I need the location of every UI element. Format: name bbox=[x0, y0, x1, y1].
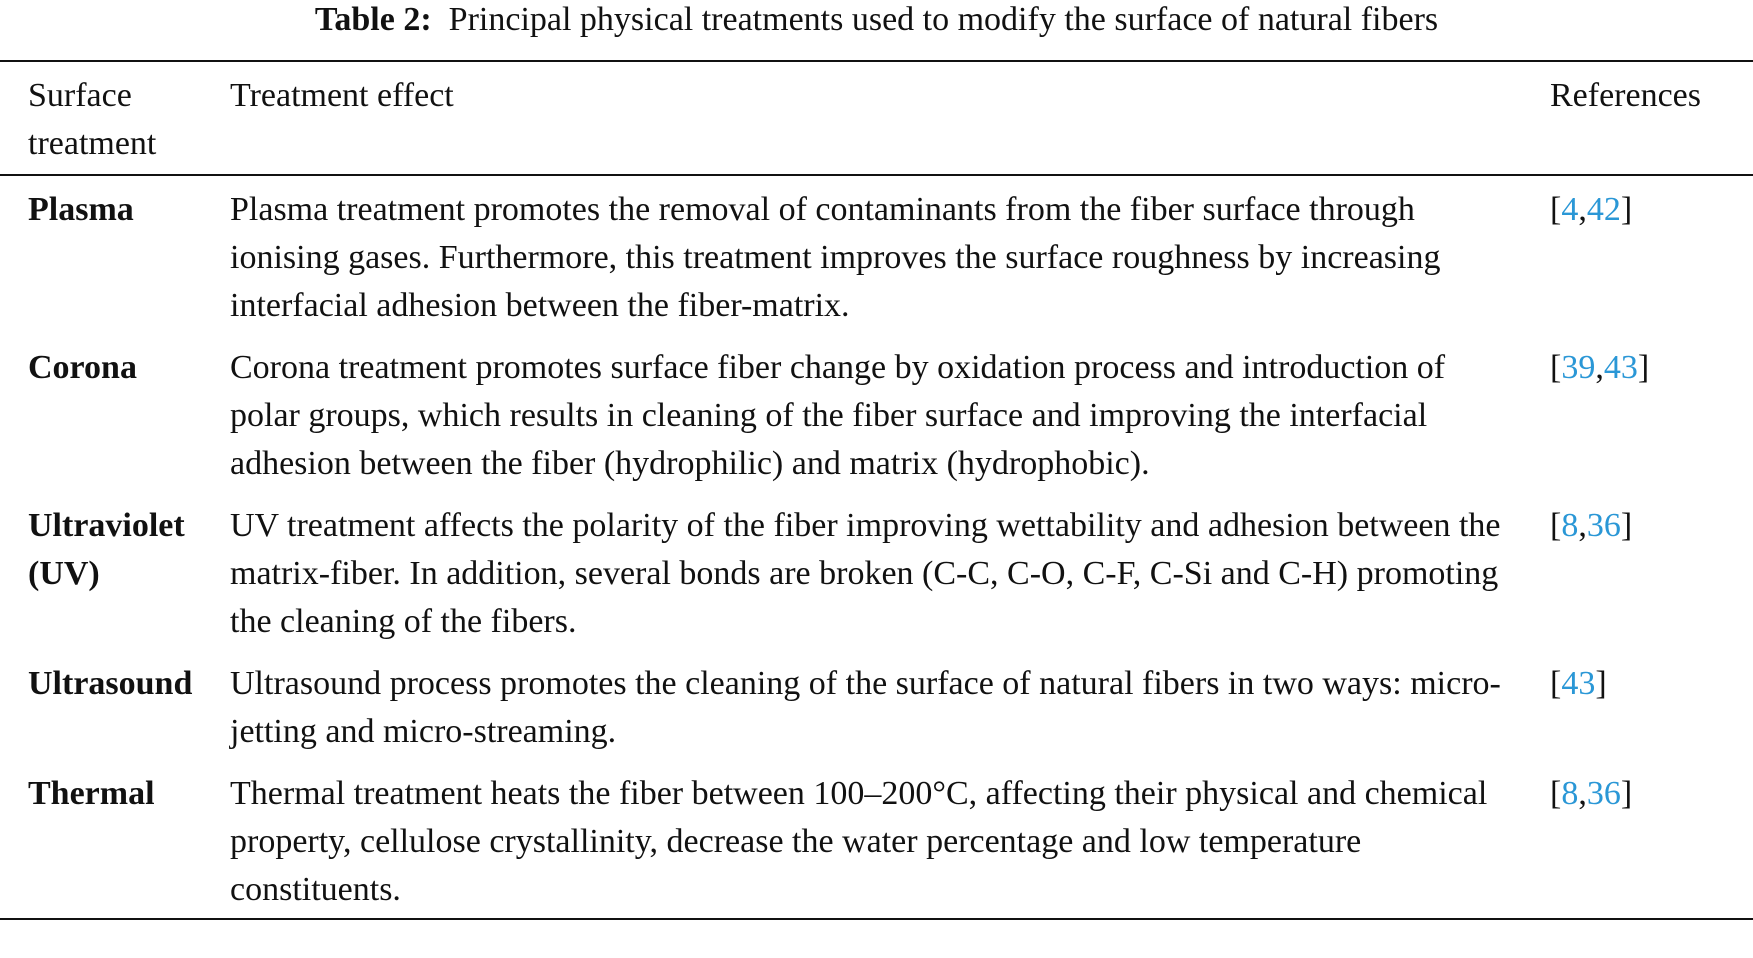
table-caption bbox=[0, 0, 1753, 40]
reference-link[interactable]: 8 bbox=[1561, 775, 1579, 812]
treatment-references: [39,43] bbox=[1550, 349, 1650, 386]
table-row bbox=[0, 760, 1753, 918]
table-caption-label: Table 2: bbox=[314, 1, 432, 38]
treatment-name: Ultrasound bbox=[28, 665, 193, 702]
treatment-effect: Thermal treatment heats the fiber between 100–200°C, affecting their physical and chemical property, cellulose crystallinity, decrease the water percentage and low temperature constituents. bbox=[230, 775, 1488, 908]
header-treatment-effect: Treatment effect bbox=[230, 77, 454, 114]
treatment-effect: UV treatment affects the polarity of the fiber improving wettability and adhesion between the matrix-fiber. In addition, several bonds are broken (C-C, C-O, C-F, C-Si and C-H) promoting the cleaning of the fibers. bbox=[230, 507, 1501, 640]
table-row bbox=[0, 176, 1753, 334]
treatment-name: Corona bbox=[28, 349, 137, 386]
table-row bbox=[0, 334, 1753, 492]
table-row bbox=[0, 492, 1753, 650]
reference-link[interactable]: 36 bbox=[1586, 507, 1621, 544]
treatment-name: Thermal bbox=[28, 775, 155, 812]
treatment-references: [43] bbox=[1550, 665, 1607, 702]
treatment-name: Plasma bbox=[28, 191, 134, 228]
reference-link[interactable]: 8 bbox=[1561, 507, 1579, 544]
treatment-effect: Ultrasound process promotes the cleaning of the surface of natural fibers in two ways: micro-jetting and micro-streaming. bbox=[230, 665, 1501, 750]
treatment-name: Ultraviolet (UV) bbox=[28, 507, 185, 592]
reference-link[interactable]: 43 bbox=[1603, 349, 1638, 386]
treatments-table bbox=[0, 60, 1753, 920]
reference-link[interactable]: 43 bbox=[1561, 665, 1596, 702]
table-row bbox=[0, 650, 1753, 760]
header-surface-treatment: Surface treatment bbox=[28, 77, 157, 162]
treatment-references: [4,42] bbox=[1550, 191, 1633, 228]
table-header-row bbox=[0, 62, 1753, 176]
treatment-effect: Plasma treatment promotes the removal of contaminants from the fiber surface through ionising gases. Furthermore, this treatment improves the surface roughness by increasing interfacial adhesion between the fiber-matrix. bbox=[230, 191, 1441, 324]
reference-link[interactable]: 4 bbox=[1561, 191, 1579, 228]
table-caption-text: Principal physical treatments used to modify the surface of natural fibers bbox=[448, 1, 1439, 38]
reference-link[interactable]: 39 bbox=[1561, 349, 1596, 386]
treatment-references: [8,36] bbox=[1550, 775, 1633, 812]
reference-link[interactable]: 42 bbox=[1586, 191, 1621, 228]
header-references: References bbox=[1550, 77, 1702, 114]
treatment-effect: Corona treatment promotes surface fiber change by oxidation process and introduction of polar groups, which results in cleaning of the fiber surface and improving the interfacial adhesion between the fiber (hydrophilic) and matrix (hydrophobic). bbox=[230, 349, 1446, 482]
reference-link[interactable]: 36 bbox=[1586, 775, 1621, 812]
treatment-references: [8,36] bbox=[1550, 507, 1633, 544]
